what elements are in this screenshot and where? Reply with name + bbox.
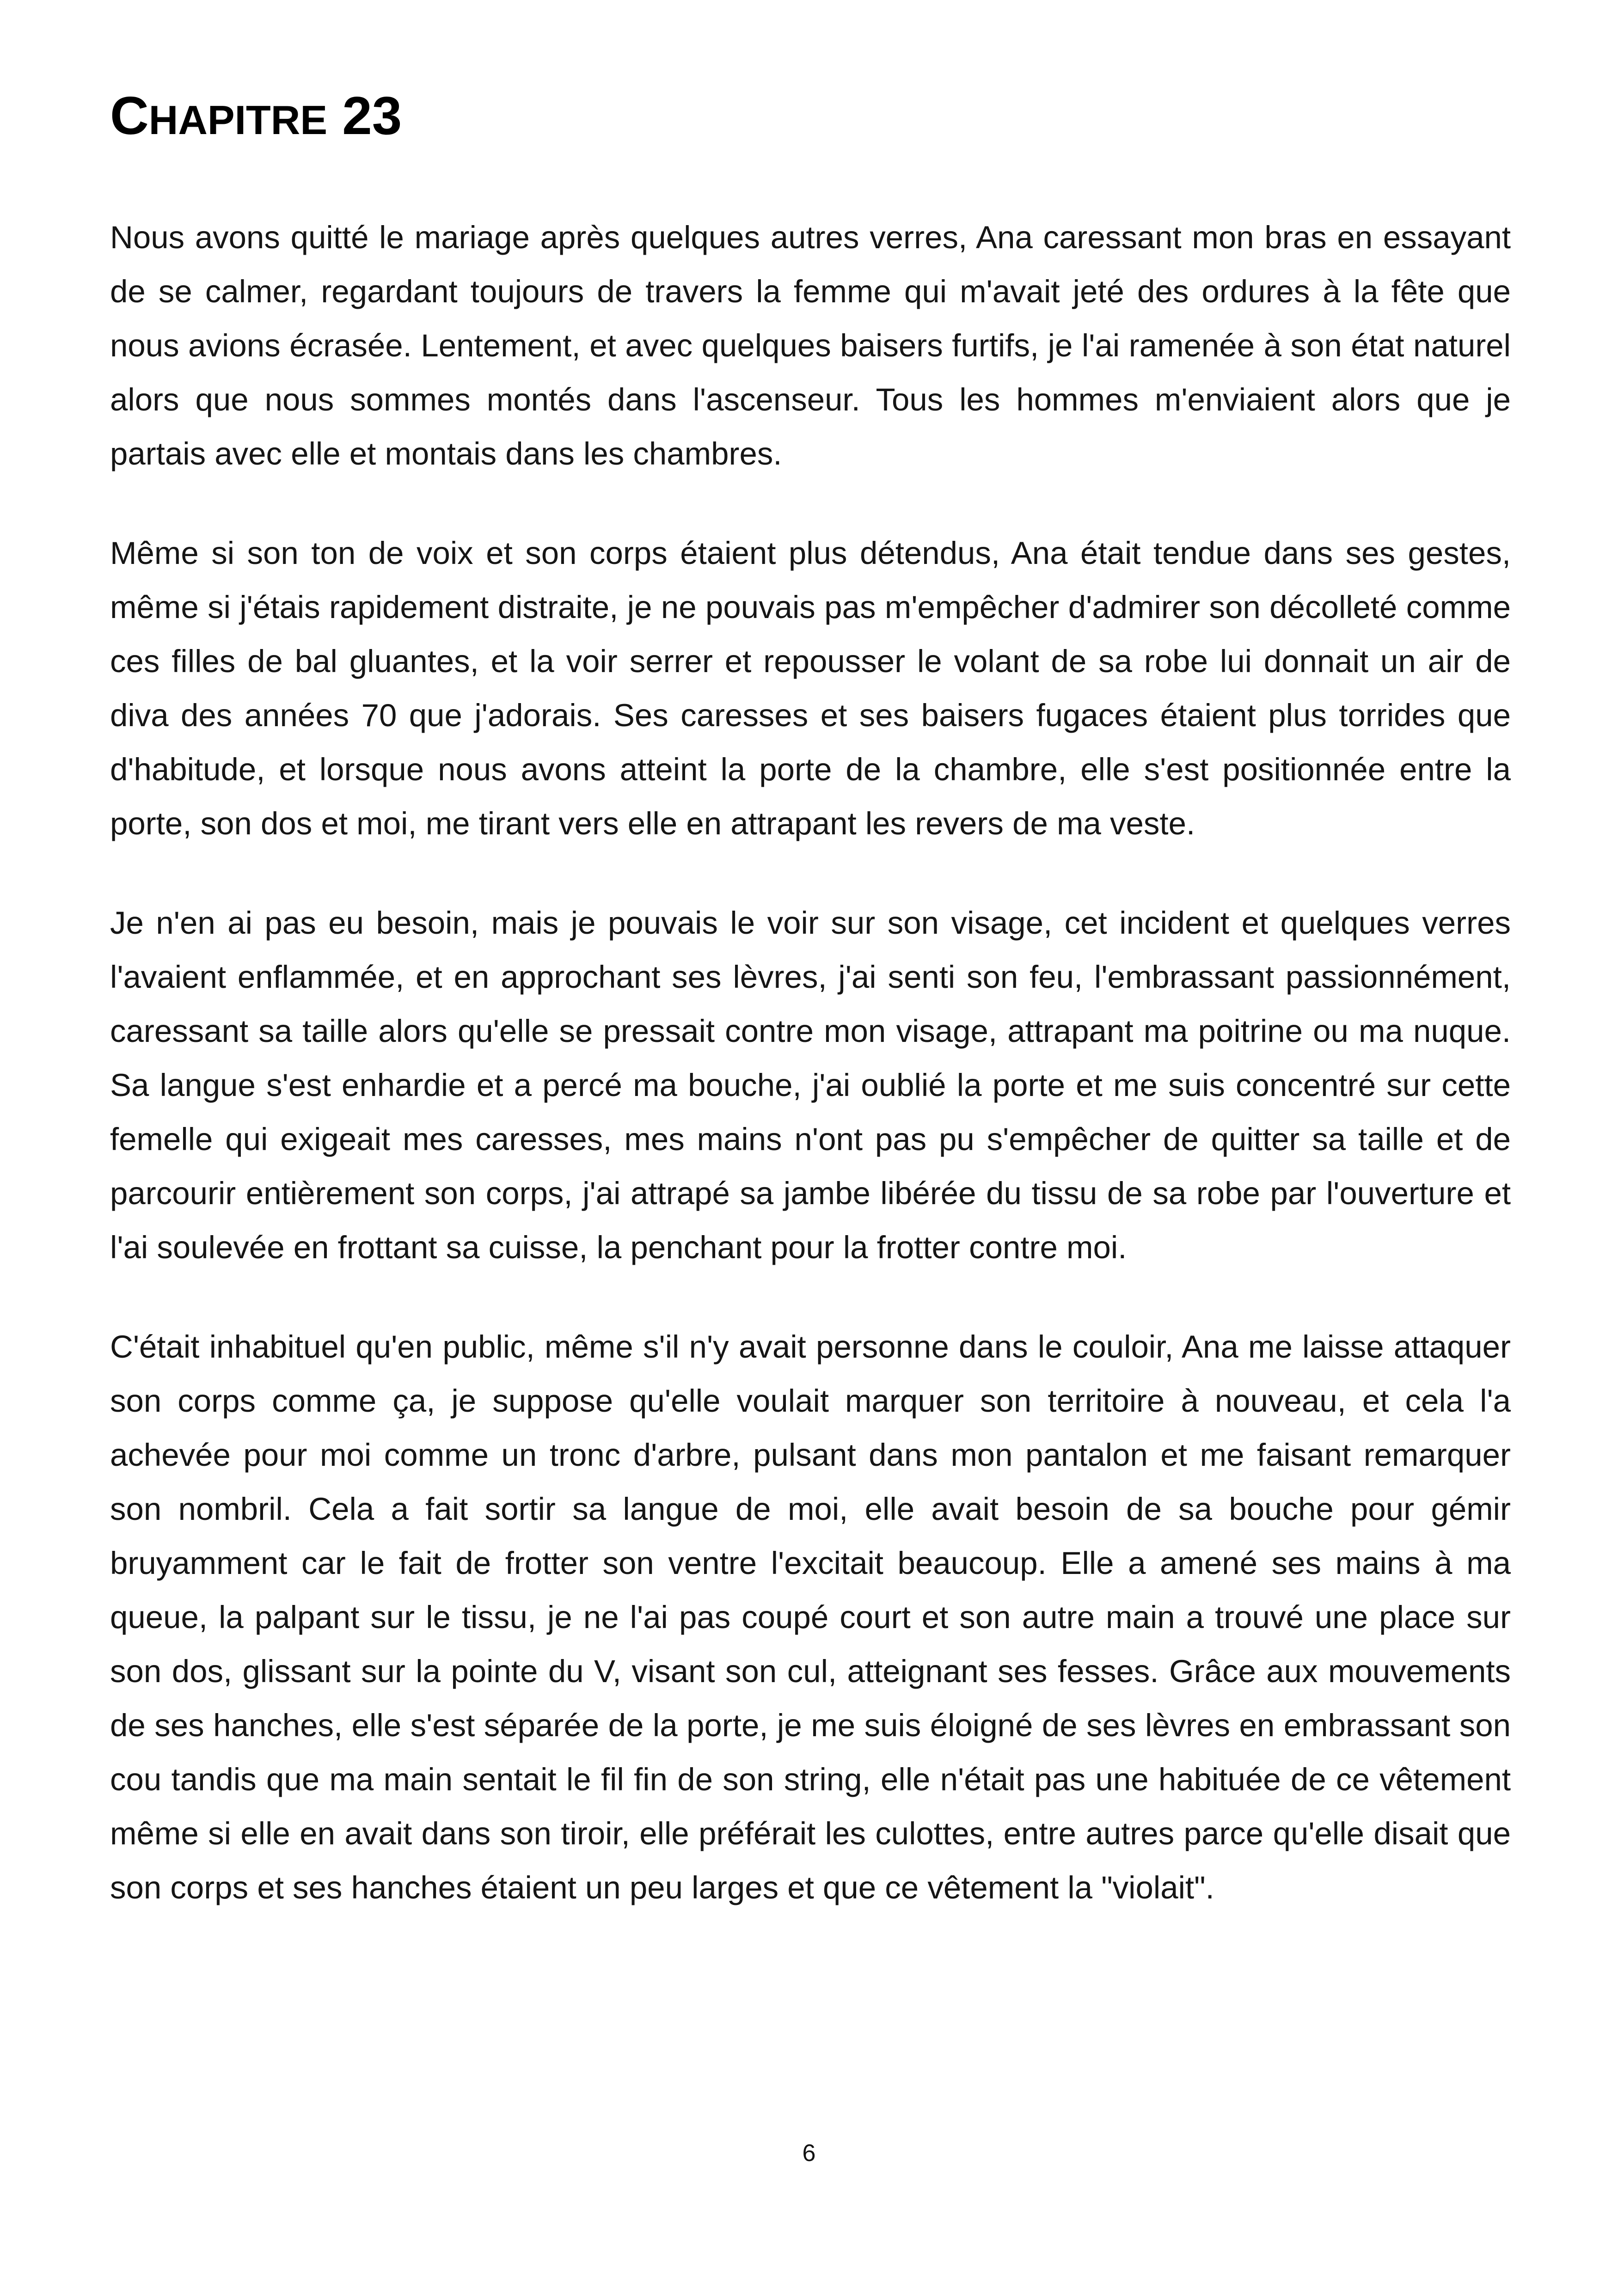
chapter-title — [110, 83, 402, 153]
paragraph-1: Nous avons quitté le mariage après quelques autres verres, Ana caressant mon bras en essayant de se calmer, regardant toujours de travers la femme qui m'avait jeté des ordures à la fête que nous avions écrasée. Lentement, et avec quelques baisers furtifs, je l'ai ramenée à son état naturel alors que nous sommes montés dans l'ascenseur. Tous les hommes m'enviaient alors que je partais avec elle et montais dans les chambres. — [110, 220, 1511, 471]
paragraph-2: Même si son ton de voix et son corps étaient plus détendus, Ana était tendue dans ses gestes, même si j'étais rapidement distraite, je ne pouvais pas m'empêcher d'admirer son décolleté comme ces filles de bal gluantes, et la voir serrer et repousser le volant de sa robe lui donnait un air de diva des années 70 que j'adorais. Ses caresses et ses baisers fugaces étaient plus torrides que d'habitude, et lorsque nous avons atteint la porte de la chambre, elle s'est positionnée entre la porte, son dos et moi, me tirant vers elle en attrapant les revers de ma veste. — [110, 535, 1511, 841]
chapter-title-number: 23 — [342, 86, 402, 146]
chapter-title-initial: C — [110, 86, 149, 146]
paragraph-4: C'était inhabituel qu'en public, même s'il n'y avait personne dans le couloir, Ana me laisse attaquer son corps comme ça, je suppose qu'elle voulait marquer son territoire à nouveau, et cela l'a achevée pour moi comme un tronc d'arbre, pulsant dans mon pantalon et me faisant remarquer son nombril. Cela a fait sortir sa langue de moi, elle avait besoin de sa bouche pour gémir bruyamment car le fait de frotter son ventre l'excitait beaucoup. Elle a amené ses mains à ma queue, la palpant sur le tissu, je ne l'ai pas coupé court et son autre main a trouvé une place sur son dos, glissant sur la pointe du V, visant son cul, atteignant ses fesses. Grâce aux mouvements de ses hanches, elle s'est séparée de la porte, je me suis éloigné de ses lèvres en embrassant son cou tandis que ma main sentait le fil fin de son string, elle n'était pas une habituée de ce vêtement même si elle en avait dans son tiroir, elle préférait les culottes, entre autres parce qu'elle disait que son corps et ses hanches étaient un peu larges et que ce vêtement la "violait". — [110, 1329, 1511, 1905]
chapter-body — [110, 210, 1511, 1960]
page-number: 6 — [802, 2140, 816, 2167]
chapter-title-rest: HAPITRE — [148, 97, 328, 143]
paragraph-3: Je n'en ai pas eu besoin, mais je pouvais le voir sur son visage, cet incident et quelques verres l'avaient enflammée, et en approchant ses lèvres, j'ai senti son feu, l'embrassant passionnément, caressant sa taille alors qu'elle se pressait contre mon visage, attrapant ma poitrine ou ma nuque. Sa langue s'est enhardie et a percé ma bouche, j'ai oublié la porte et me suis concentré sur cette femelle qui exigeait mes caresses, mes mains n'ont pas pu s'empêcher de quitter sa taille et de parcourir entièrement son corps, j'ai attrapé sa jambe libérée du tissu de sa robe par l'ouverture et l'ai soulevée en frottant sa cuisse, la penchant pour la frotter contre moi. — [110, 905, 1511, 1265]
